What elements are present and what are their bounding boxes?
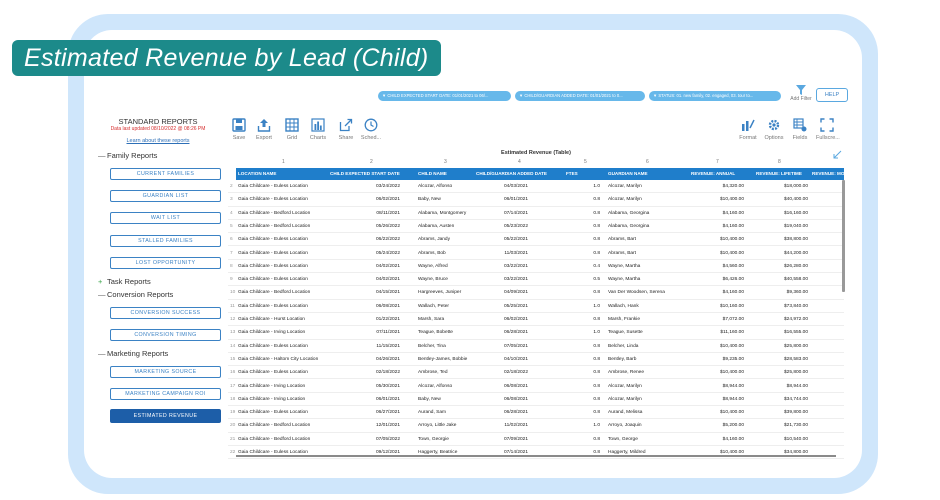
table-cell: $9,235.00 bbox=[722, 356, 744, 362]
row-number: 9 bbox=[230, 277, 233, 283]
table-cell: 12/01/2021 bbox=[375, 423, 400, 429]
table-cell: 05/25/2021 bbox=[503, 303, 528, 309]
report-button-marketing-campaign-roi[interactable]: MARKETING CAMPAIGN ROI bbox=[110, 388, 221, 400]
table-row[interactable] bbox=[228, 286, 844, 299]
table-cell: 07/05/2021 bbox=[503, 343, 528, 349]
table-cell: 04/10/2021 bbox=[503, 356, 528, 362]
share-icon bbox=[339, 118, 353, 132]
column-number: 5 bbox=[584, 159, 587, 165]
row-number: 4 bbox=[230, 210, 233, 216]
table-cell: $8,944.00 bbox=[722, 383, 744, 389]
table-cell: 05/30/2021 bbox=[375, 383, 400, 389]
table-cell: $4,160.00 bbox=[722, 436, 744, 442]
add-filter-label: Add Filter bbox=[790, 96, 812, 102]
tool-label: Sched... bbox=[360, 135, 382, 141]
table-cell: 06/08/2021 bbox=[503, 396, 528, 402]
table-cell: Arroyo, Joaquin bbox=[608, 423, 642, 429]
table-cell: $40,400.00 bbox=[783, 197, 808, 203]
table-cell: Aurand, Sam bbox=[418, 410, 446, 416]
table-cell: 06/02/2021 bbox=[503, 317, 528, 322]
table-cell: Gaia Childcare - Euless Location bbox=[238, 197, 308, 203]
table-cell: 0.8 bbox=[593, 210, 600, 216]
table-cell: Ambrose, Ted bbox=[418, 370, 448, 376]
column-number: 1 bbox=[282, 159, 285, 165]
table-row[interactable] bbox=[228, 406, 844, 419]
table-cell: 04/03/2021 bbox=[503, 184, 528, 189]
table-cell: 11/03/2021 bbox=[504, 250, 528, 256]
table-cell: $6,426.00 bbox=[722, 277, 744, 283]
table-row[interactable] bbox=[228, 273, 844, 286]
collapse-icon: — bbox=[98, 151, 106, 160]
funnel-icon bbox=[795, 84, 807, 96]
table-cell: Alabama, Georgina bbox=[608, 210, 650, 216]
table-cell: Town, George bbox=[608, 436, 638, 442]
report-button-lost-opportunity[interactable]: LOST OPPORTUNITY bbox=[110, 257, 221, 269]
table-title: Estimated Revenue (Table) bbox=[501, 150, 571, 156]
save-icon bbox=[232, 118, 246, 132]
share-button[interactable] bbox=[335, 118, 357, 141]
section-label: Family Reports bbox=[107, 151, 158, 160]
table-cell: $34,744.00 bbox=[783, 396, 808, 402]
table-cell: $10,400.00 bbox=[719, 410, 744, 416]
table-cell: Aurand, Melissa bbox=[608, 410, 643, 416]
gear-icon bbox=[767, 118, 781, 132]
table-cell: Marsh, Frankie bbox=[608, 317, 640, 322]
table-cell: Gaia Childcare - Bedford Location bbox=[238, 436, 311, 442]
table-cell: Wayne, Bruce bbox=[418, 277, 448, 283]
table-cell: Wayne, Martha bbox=[608, 263, 641, 269]
row-number: 20 bbox=[230, 423, 236, 429]
table-cell: 0.8 bbox=[593, 410, 600, 416]
table-cell: $21,730.00 bbox=[783, 423, 808, 429]
table-cell: $10,400.00 bbox=[719, 343, 744, 349]
table-cell: Hargreeves, Juniper bbox=[418, 290, 462, 296]
vertical-scrollbar[interactable] bbox=[842, 180, 845, 292]
table-row[interactable] bbox=[228, 393, 844, 406]
table-cell: 0.8 bbox=[593, 223, 600, 229]
tool-label: Fields bbox=[792, 135, 808, 141]
table-cell: 07/11/2021 bbox=[376, 330, 400, 336]
table-cell: $9,360.00 bbox=[786, 290, 808, 296]
table-cell: Wallach, Peter bbox=[418, 303, 450, 309]
table-cell: $40,558.00 bbox=[783, 277, 808, 283]
table-cell: Gaia Childcare - Irving Location bbox=[238, 396, 306, 402]
row-number: 14 bbox=[230, 343, 236, 349]
table-cell: Ambrose, Renee bbox=[608, 370, 644, 376]
table-cell: $39,800.00 bbox=[783, 410, 808, 416]
collapse-icon: — bbox=[98, 349, 106, 358]
table-cell: $34,800.00 bbox=[783, 450, 808, 455]
table-cell: Haggerty, Beatrice bbox=[418, 450, 458, 455]
report-button-current-families[interactable]: CURRENT FAMILIES bbox=[110, 168, 221, 180]
report-button-guardian-list[interactable]: GUARDIAN LIST bbox=[110, 190, 221, 202]
clock-icon bbox=[364, 118, 378, 132]
table-cell: $73,840.00 bbox=[783, 303, 808, 309]
table-cell: 06/08/2021 bbox=[503, 383, 528, 389]
table-cell: Gaia Childcare - Irving Location bbox=[238, 383, 306, 389]
report-button-marketing-source[interactable]: MARKETING SOURCE bbox=[110, 366, 221, 378]
table-cell: Gaia Childcare - Euless Location bbox=[238, 370, 308, 376]
column-number: 2 bbox=[370, 159, 373, 165]
schedule-button[interactable] bbox=[360, 118, 382, 141]
table-cell: $10,400.00 bbox=[719, 237, 744, 243]
table-cell: 11/15/2021 bbox=[376, 343, 400, 349]
column-number: 4 bbox=[518, 159, 521, 165]
table-cell: 0.8 bbox=[593, 290, 600, 296]
row-number: 13 bbox=[230, 330, 236, 336]
row-number: 18 bbox=[230, 396, 236, 402]
table-cell: Haggerty, Mildred bbox=[608, 450, 646, 455]
section-conversion-reports[interactable] bbox=[98, 290, 173, 299]
table-cell: 1.0 bbox=[593, 303, 600, 309]
horizontal-scrollbar[interactable] bbox=[236, 455, 836, 457]
table-cell: 06/01/2021 bbox=[375, 396, 400, 402]
table-cell: 0.8 bbox=[593, 250, 600, 256]
section-marketing-reports[interactable] bbox=[98, 349, 168, 358]
table-cell: Gaia Childcare - Irving Location bbox=[238, 330, 306, 336]
grid-icon bbox=[285, 118, 299, 132]
table-cell: 07/14/2021 bbox=[503, 450, 528, 455]
table-row[interactable] bbox=[228, 340, 844, 353]
table-cell: Alcozar, Alfonso bbox=[418, 184, 453, 189]
table-cell: Bentley-James, Bobbie bbox=[418, 356, 468, 362]
table-cell: $7,072.00 bbox=[722, 317, 744, 322]
table-cell: 02/18/2022 bbox=[375, 370, 400, 376]
learn-reports-link[interactable]: Learn about these reports bbox=[126, 138, 190, 144]
fields-icon bbox=[793, 118, 807, 132]
table-cell: 06/02/2021 bbox=[375, 197, 400, 203]
table-row[interactable] bbox=[228, 419, 844, 432]
section-label: Conversion Reports bbox=[107, 290, 174, 299]
table-cell: Alcozar, Marilyn bbox=[608, 197, 642, 203]
row-number: 7 bbox=[230, 250, 233, 256]
table-cell: 04/15/2021 bbox=[375, 290, 400, 296]
table-cell: Belcher, Tina bbox=[418, 343, 446, 349]
table-cell: Alcozar, Marilyn bbox=[608, 383, 642, 389]
table-cell: 1.0 bbox=[593, 423, 600, 429]
table-cell: $25,800.00 bbox=[783, 370, 808, 376]
filter-chip-label: CHILD/GUARDIAN ADDED DATE: 01/01/2021 to 0... bbox=[524, 93, 623, 98]
table-cell: Wallach, Hank bbox=[608, 303, 639, 309]
fullscreen-button[interactable] bbox=[816, 118, 838, 141]
column-number: 3 bbox=[444, 159, 447, 165]
table-cell: Gaia Childcare - Euless Location bbox=[238, 303, 308, 309]
column-header[interactable]: CHILD EXPECTED START DATE bbox=[330, 171, 400, 176]
table-cell: 06/28/2021 bbox=[503, 410, 528, 416]
table-cell: Gaia Childcare - Bedford Location bbox=[238, 210, 311, 216]
table-cell: 06/27/2021 bbox=[375, 410, 400, 416]
options-button[interactable] bbox=[763, 118, 785, 141]
table-cell: Alcozar, Alfonso bbox=[418, 383, 453, 389]
add-filter-button[interactable] bbox=[786, 84, 816, 106]
tool-label: Format bbox=[739, 135, 757, 141]
row-number: 19 bbox=[230, 410, 236, 416]
report-button-estimated-revenue[interactable]: ESTIMATED REVENUE bbox=[110, 409, 221, 423]
table-row[interactable] bbox=[228, 180, 844, 193]
table-cell: Alcozar, Marilyn bbox=[608, 184, 642, 189]
report-button-conversion-timing[interactable]: CONVERSION TIMING bbox=[110, 329, 221, 341]
table-cell: Baby, New bbox=[418, 197, 441, 203]
table-cell: Wayne, Alfred bbox=[418, 263, 448, 269]
table-cell: 06/01/2021 bbox=[503, 197, 528, 203]
table-cell: Belcher, Linda bbox=[608, 343, 639, 349]
table-cell: Arroyo, Little Jake bbox=[418, 423, 457, 429]
charts-button[interactable] bbox=[307, 118, 329, 141]
section-label: Task Reports bbox=[107, 277, 151, 286]
tool-label: Options bbox=[764, 135, 784, 141]
table-cell: 0.8 bbox=[593, 197, 600, 203]
table-cell: $8,944.00 bbox=[786, 383, 808, 389]
section-family-reports[interactable] bbox=[98, 151, 157, 160]
table-cell: Alabama, Georgina bbox=[608, 223, 650, 229]
table-cell: Bentley, Barb bbox=[608, 356, 637, 362]
table-cell: Gaia Childcare - Bedford Location bbox=[238, 290, 311, 296]
table-cell: $5,200.00 bbox=[722, 423, 744, 429]
table-cell: 0.8 bbox=[593, 436, 600, 442]
tool-label: Share bbox=[338, 135, 354, 141]
column-header[interactable]: REVENUE: MO bbox=[812, 171, 844, 176]
format-icon bbox=[741, 118, 755, 132]
table-cell: Wayne, Martha bbox=[608, 277, 641, 283]
table-row[interactable] bbox=[228, 446, 844, 459]
fields-button[interactable] bbox=[789, 118, 811, 141]
row-number: 6 bbox=[230, 237, 233, 243]
row-number: 15 bbox=[230, 356, 236, 362]
table-cell: $16,160.00 bbox=[783, 210, 808, 216]
report-button-stalled-families[interactable]: STALLED FAMILIES bbox=[110, 235, 221, 247]
table-cell: Gaia Childcare - Euless Location bbox=[238, 184, 308, 189]
table-row[interactable] bbox=[228, 260, 844, 273]
table-cell: 04/09/2021 bbox=[503, 290, 528, 296]
table-row[interactable] bbox=[228, 366, 844, 379]
table-cell: Town, Georgie bbox=[418, 436, 449, 442]
table-cell: Abrams, Bob bbox=[418, 250, 446, 256]
table-cell: Alcozar, Marilyn bbox=[608, 396, 642, 402]
column-header[interactable]: REVENUE: ANNUAL bbox=[691, 171, 736, 176]
table-cell: $10,400.00 bbox=[719, 197, 744, 203]
table-cell: 06/28/2021 bbox=[503, 330, 528, 336]
table-cell: 07/09/2021 bbox=[503, 436, 528, 442]
table-cell: $19,040.00 bbox=[783, 223, 808, 229]
data-updated-text: Data last updated 08/10/2022 @ 08:26 PM bbox=[110, 126, 206, 132]
row-number: 3 bbox=[230, 197, 233, 203]
table-cell: $16,555.00 bbox=[783, 330, 808, 336]
table-cell: 05/26/2022 bbox=[375, 223, 400, 229]
table-cell: $28,583.00 bbox=[783, 356, 808, 362]
column-header[interactable]: FTES bbox=[566, 171, 578, 176]
table-cell: 1.0 bbox=[593, 330, 600, 336]
table-cell: Gaia Childcare - Hurst Location bbox=[238, 317, 305, 322]
section-label: Marketing Reports bbox=[107, 349, 169, 358]
row-number: 17 bbox=[230, 383, 236, 389]
table-row[interactable] bbox=[228, 207, 844, 220]
grid-button[interactable] bbox=[281, 118, 303, 141]
export-icon bbox=[257, 118, 271, 132]
table-cell: 0.8 bbox=[593, 370, 600, 376]
table-cell: 0.8 bbox=[593, 450, 600, 455]
table-row[interactable] bbox=[228, 300, 844, 313]
tool-label: Export bbox=[256, 135, 272, 141]
column-number: 8 bbox=[778, 159, 781, 165]
table-cell: Van Der Woodsen, Serena bbox=[608, 290, 665, 296]
column-number: 6 bbox=[646, 159, 649, 165]
table-cell: Baby, New bbox=[418, 396, 441, 402]
table-row[interactable] bbox=[228, 247, 844, 260]
table-cell: 06/22/2022 bbox=[375, 237, 400, 243]
tool-label: Fullscre... bbox=[816, 135, 840, 141]
tool-label: Grid bbox=[286, 135, 298, 141]
table-cell: Abrams, Jandy bbox=[418, 237, 450, 243]
table-cell: 0.8 bbox=[593, 356, 600, 362]
table-cell: 05/22/2021 bbox=[503, 237, 528, 243]
table-cell: $38,800.00 bbox=[783, 237, 808, 243]
table-cell: Teague, Bobette bbox=[418, 330, 453, 336]
table-cell: 08/11/2021 bbox=[376, 210, 400, 216]
save-button[interactable] bbox=[228, 118, 250, 141]
table-cell: 03/24/2022 bbox=[375, 184, 400, 189]
filter-chip-start-date[interactable]: ▼ CHILD EXPECTED START DATE: 01/01/2021 to 06/... bbox=[378, 91, 511, 101]
table-cell: $44,200.00 bbox=[783, 250, 808, 256]
sidebar-title: STANDARD REPORTS bbox=[118, 117, 198, 126]
table-cell: Gaia Childcare - Euless Location bbox=[238, 263, 308, 269]
table-cell: 0.8 bbox=[593, 317, 600, 322]
page-banner: Estimated Revenue by Lead (Child) bbox=[12, 40, 441, 76]
row-number: 16 bbox=[230, 370, 236, 376]
table-cell: 06/08/2021 bbox=[375, 303, 400, 309]
row-number: 5 bbox=[230, 223, 233, 229]
table-cell: 07/14/2021 bbox=[503, 210, 528, 216]
table-cell: $11,160.00 bbox=[720, 330, 744, 336]
table-cell: Gaia Childcare - Bedford Location bbox=[238, 223, 311, 229]
table-cell: Abrams, Bart bbox=[608, 250, 636, 256]
row-number: 2 bbox=[230, 184, 233, 189]
table-cell: Gaia Childcare - Euless Location bbox=[238, 277, 308, 283]
table-cell: 01/22/2021 bbox=[375, 317, 400, 322]
filter-chip-label: STATUS: 01. new family, 02. engaged, 03. tour to... bbox=[658, 93, 754, 98]
row-number: 8 bbox=[230, 263, 233, 269]
table-cell: $4,320.00 bbox=[722, 184, 744, 189]
table-cell: $8,944.00 bbox=[722, 396, 744, 402]
filter-chip-label: CHILD EXPECTED START DATE: 01/01/2021 to 06/... bbox=[387, 93, 489, 98]
section-task-reports[interactable] bbox=[98, 277, 151, 286]
column-number: 7 bbox=[716, 159, 719, 165]
table-cell: Teague, Susette bbox=[608, 330, 643, 336]
row-number: 11 bbox=[230, 303, 235, 309]
table-cell: 0.5 bbox=[593, 277, 600, 283]
filter-chip-status[interactable]: ▼ STATUS: 01. new family, 02. engaged, 03. tour to... bbox=[649, 91, 781, 101]
table-cell: $10,400.00 bbox=[719, 370, 744, 376]
table-cell: Gaia Childcare - Euless Location bbox=[238, 250, 308, 256]
column-header[interactable]: CHILD/GUARDIAN ADDED DATE bbox=[476, 171, 547, 176]
table-cell: 03/22/2021 bbox=[503, 263, 528, 269]
table-cell: $24,972.00 bbox=[783, 317, 808, 322]
table-cell: $10,400.00 bbox=[719, 250, 744, 256]
table-cell: 0.8 bbox=[593, 237, 600, 243]
row-number: 10 bbox=[230, 290, 236, 296]
table-cell: Marsh, Sara bbox=[418, 317, 445, 322]
table-cell: 07/05/2022 bbox=[375, 436, 400, 442]
tool-label: Save bbox=[232, 135, 246, 141]
table-row[interactable] bbox=[228, 193, 844, 206]
table-cell: 05/23/2022 bbox=[503, 223, 528, 229]
table-cell: $10,540.00 bbox=[783, 436, 808, 442]
table-cell: Abrams, Bart bbox=[608, 237, 636, 243]
column-header[interactable]: CHILD NAME bbox=[418, 171, 447, 176]
table-cell: 0.8 bbox=[593, 343, 600, 349]
table-cell: 03/22/2021 bbox=[503, 277, 528, 283]
row-number: 22 bbox=[230, 450, 236, 455]
table-cell: $18,000.00 bbox=[783, 184, 808, 189]
column-header[interactable]: REVENUE: LIFETIME bbox=[756, 171, 802, 176]
table-row[interactable] bbox=[228, 233, 844, 246]
bar-chart-icon bbox=[311, 118, 325, 132]
table-cell: Gaia Childcare - Euless Location bbox=[238, 237, 308, 243]
table-cell: Gaia Childcare - Euless Location bbox=[238, 450, 308, 455]
report-button-wait-list[interactable]: WAIT LIST bbox=[110, 212, 221, 224]
table-cell: 0.8 bbox=[593, 383, 600, 389]
table-cell: Gaia Childcare - Euless Location bbox=[238, 343, 308, 349]
table-row[interactable] bbox=[228, 433, 844, 446]
table-cell: 11/02/2021 bbox=[504, 423, 528, 429]
filter-chip-added-date[interactable]: ▼ CHILD/GUARDIAN ADDED DATE: 01/01/2021 to 0... bbox=[515, 91, 645, 101]
collapse-icon: — bbox=[98, 290, 106, 299]
table-cell: 05/24/2022 bbox=[375, 250, 400, 256]
table-cell: $4,160.00 bbox=[722, 223, 744, 229]
table-cell: 04/26/2021 bbox=[375, 356, 400, 362]
table-row[interactable] bbox=[228, 326, 844, 339]
table-cell: Alabama, Montgomery bbox=[418, 210, 467, 216]
table-row[interactable] bbox=[228, 353, 844, 366]
table-cell: Gaia Childcare - Euless Location bbox=[238, 410, 308, 416]
table-cell: 04/02/2021 bbox=[375, 277, 400, 283]
row-number: 12 bbox=[230, 317, 236, 322]
table-cell: $25,800.00 bbox=[783, 343, 808, 349]
table-row[interactable] bbox=[228, 220, 844, 233]
tool-label: Charts bbox=[309, 135, 327, 141]
table-header-row bbox=[236, 168, 844, 180]
table-cell: $10,400.00 bbox=[719, 450, 744, 455]
table-cell: 09/12/2021 bbox=[375, 450, 400, 455]
table-cell: 0.4 bbox=[593, 263, 600, 269]
table-cell: $10,160.00 bbox=[719, 303, 744, 309]
table-cell: 1.0 bbox=[593, 184, 600, 189]
column-header[interactable]: GUARDIAN NAME bbox=[608, 171, 648, 176]
help-button[interactable]: HELP bbox=[816, 88, 848, 102]
export-button[interactable] bbox=[253, 118, 275, 141]
table-cell: 02/18/2022 bbox=[503, 370, 528, 376]
fullscreen-icon bbox=[820, 118, 834, 132]
table-cell: 0.8 bbox=[593, 396, 600, 402]
table-cell: 04/02/2021 bbox=[375, 263, 400, 269]
report-button-conversion-success[interactable]: CONVERSION SUCCESS bbox=[110, 307, 221, 319]
table-cell: $4,160.00 bbox=[722, 290, 744, 296]
table-row[interactable] bbox=[228, 380, 844, 393]
expand-icon: + bbox=[98, 277, 103, 286]
table-cell: Gaia Childcare - Bedford Location bbox=[238, 423, 311, 429]
column-number-row bbox=[228, 159, 844, 167]
table-cell: $4,560.00 bbox=[722, 263, 744, 269]
table-cell: Gaia Childcare - Haltom City Location bbox=[238, 356, 319, 362]
table-cell: $26,280.00 bbox=[783, 263, 808, 269]
row-number: 21 bbox=[230, 436, 236, 442]
table-row[interactable] bbox=[228, 313, 844, 326]
format-button[interactable] bbox=[737, 118, 759, 141]
table-cell: $4,160.00 bbox=[722, 210, 744, 216]
column-header[interactable]: LOCATION NAME bbox=[238, 171, 277, 176]
table-cell: Alabama, Austen bbox=[418, 223, 455, 229]
